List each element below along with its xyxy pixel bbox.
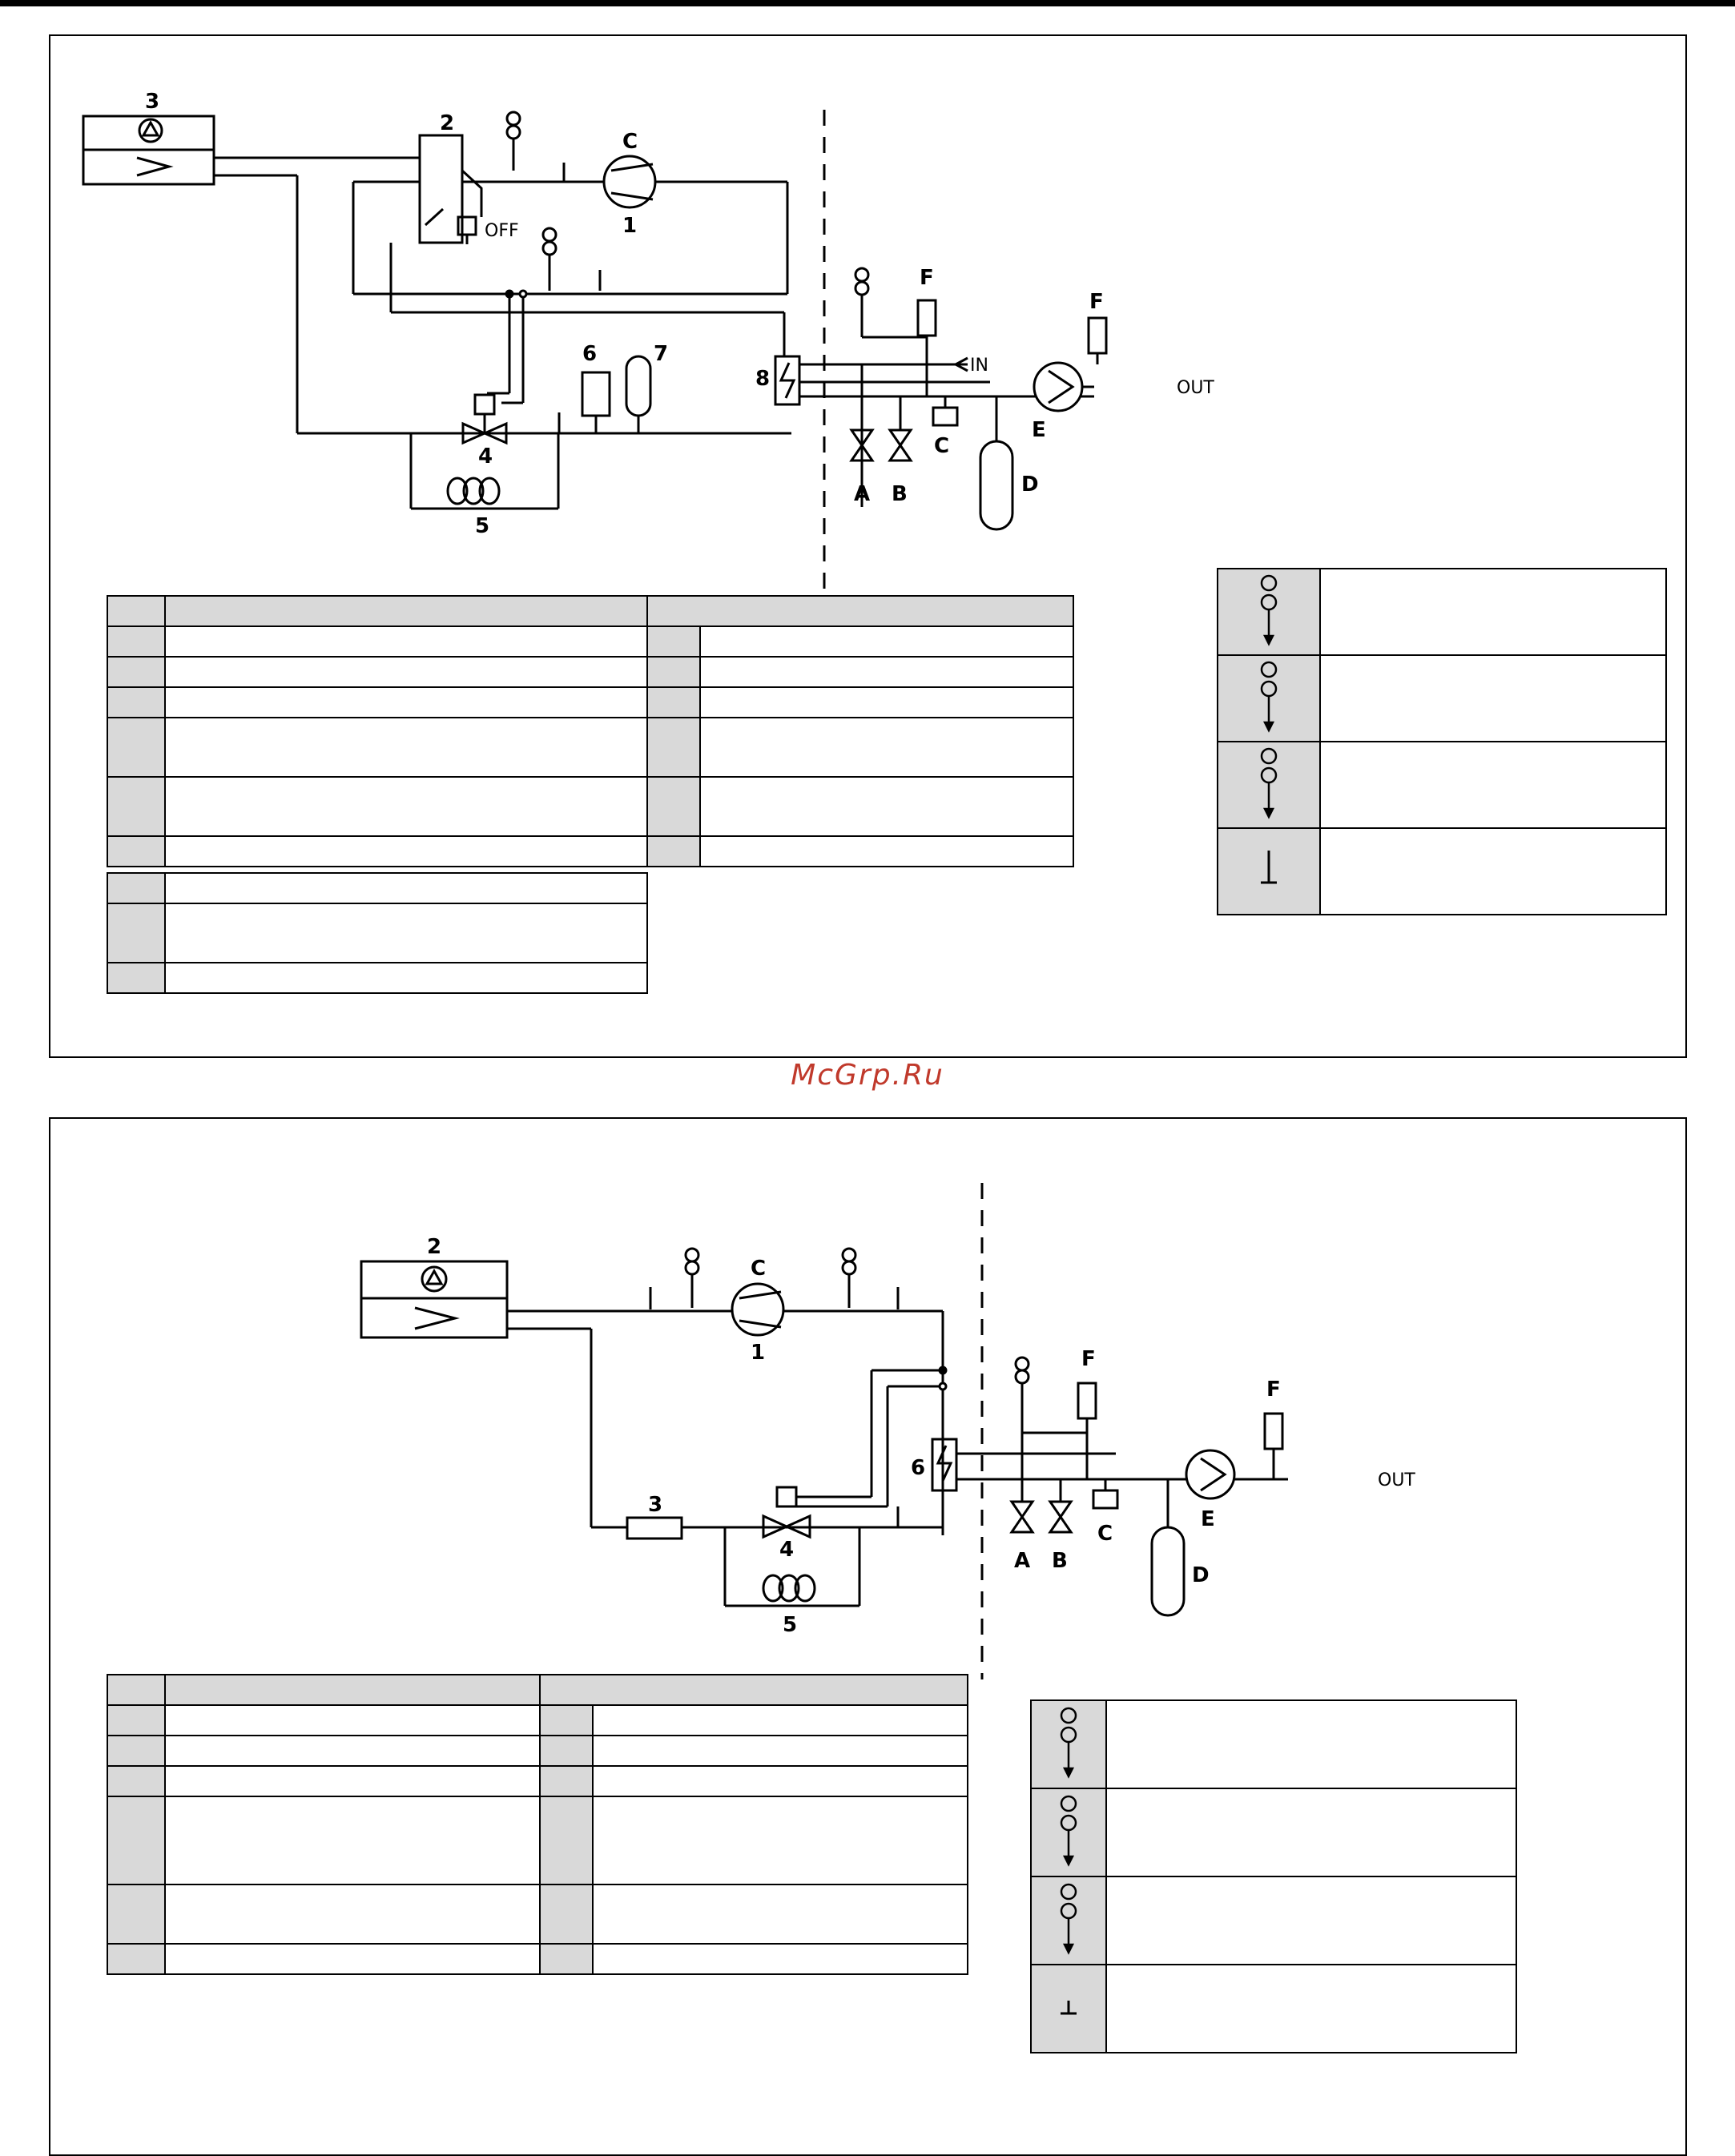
diagram-2-symbol-table [1030,1699,1517,2053]
diagram-1-legend-table [107,595,1074,867]
expansion-valve-2 [777,1487,796,1506]
d2-letter-c: C [751,1257,767,1281]
watermark: McGrp.Ru [791,1059,944,1092]
d2-letter-f-2: F [1266,1378,1281,1402]
d2-letter-c-2: C [1097,1522,1113,1546]
pressure-gauge-icon [1053,1703,1085,1783]
temperature-gauge-icon [1253,657,1285,737]
letter-c-2: C [934,434,950,458]
in-label: IN [970,356,988,376]
d2-out-label: OUT [1378,1470,1415,1490]
d2-letter-d: D [1192,1563,1210,1587]
diagram-2-legend-table [107,1674,968,1975]
num-4: 4 [478,444,493,469]
diagram-1-symbol-table [1217,568,1667,915]
d2-num-2: 2 [427,1235,442,1259]
pressure-gauge-icon [1253,570,1285,650]
num-5: 5 [475,514,490,538]
diagram-1-legend-table-continued [107,872,648,994]
letter-b: B [892,482,908,506]
num-7: 7 [654,342,669,366]
d2-num-3: 3 [648,1493,663,1517]
d2-letter-b: B [1052,1549,1068,1573]
letter-c: C [622,130,638,154]
out-label: OUT [1177,378,1214,398]
off-label: OFF [485,221,519,241]
num-2: 2 [440,111,455,135]
letter-f: F [920,266,934,290]
gauge-1 [507,112,520,171]
component-3 [627,1518,682,1539]
coil-5 [448,478,499,504]
water-pump-2 [1186,1450,1234,1498]
flow-sensor-icon [1253,743,1285,823]
temperature-gauge-icon [1053,1791,1085,1871]
d2-num-4: 4 [779,1538,795,1562]
expansion-valve [475,395,494,414]
pipe-fitting-icon [1053,1991,1085,2023]
letter-f-2: F [1089,290,1104,314]
gauge-2 [543,228,556,291]
num-6: 6 [582,342,598,366]
d2-num-6: 6 [911,1456,926,1480]
expansion-tank [980,441,1012,529]
letter-e: E [1032,418,1046,442]
expansion-tank-2 [1152,1527,1184,1615]
component-6 [582,372,610,416]
num-3: 3 [145,90,160,114]
water-pump [1034,363,1082,411]
d2-letter-f: F [1081,1347,1096,1371]
component-7 [626,356,650,416]
num-1: 1 [622,214,638,238]
flow-sensor-icon [1053,1879,1085,1959]
num-8: 8 [755,367,771,391]
d2-letter-e: E [1201,1507,1215,1531]
d2-num-5: 5 [783,1613,798,1637]
component-2 [420,135,462,243]
d2-letter-a: A [1014,1549,1031,1573]
letter-d: D [1021,473,1039,497]
d2-num-1: 1 [751,1341,766,1365]
pipe-fitting-icon [1253,846,1285,894]
letter-a: A [854,482,871,506]
top-rule [0,0,1735,6]
